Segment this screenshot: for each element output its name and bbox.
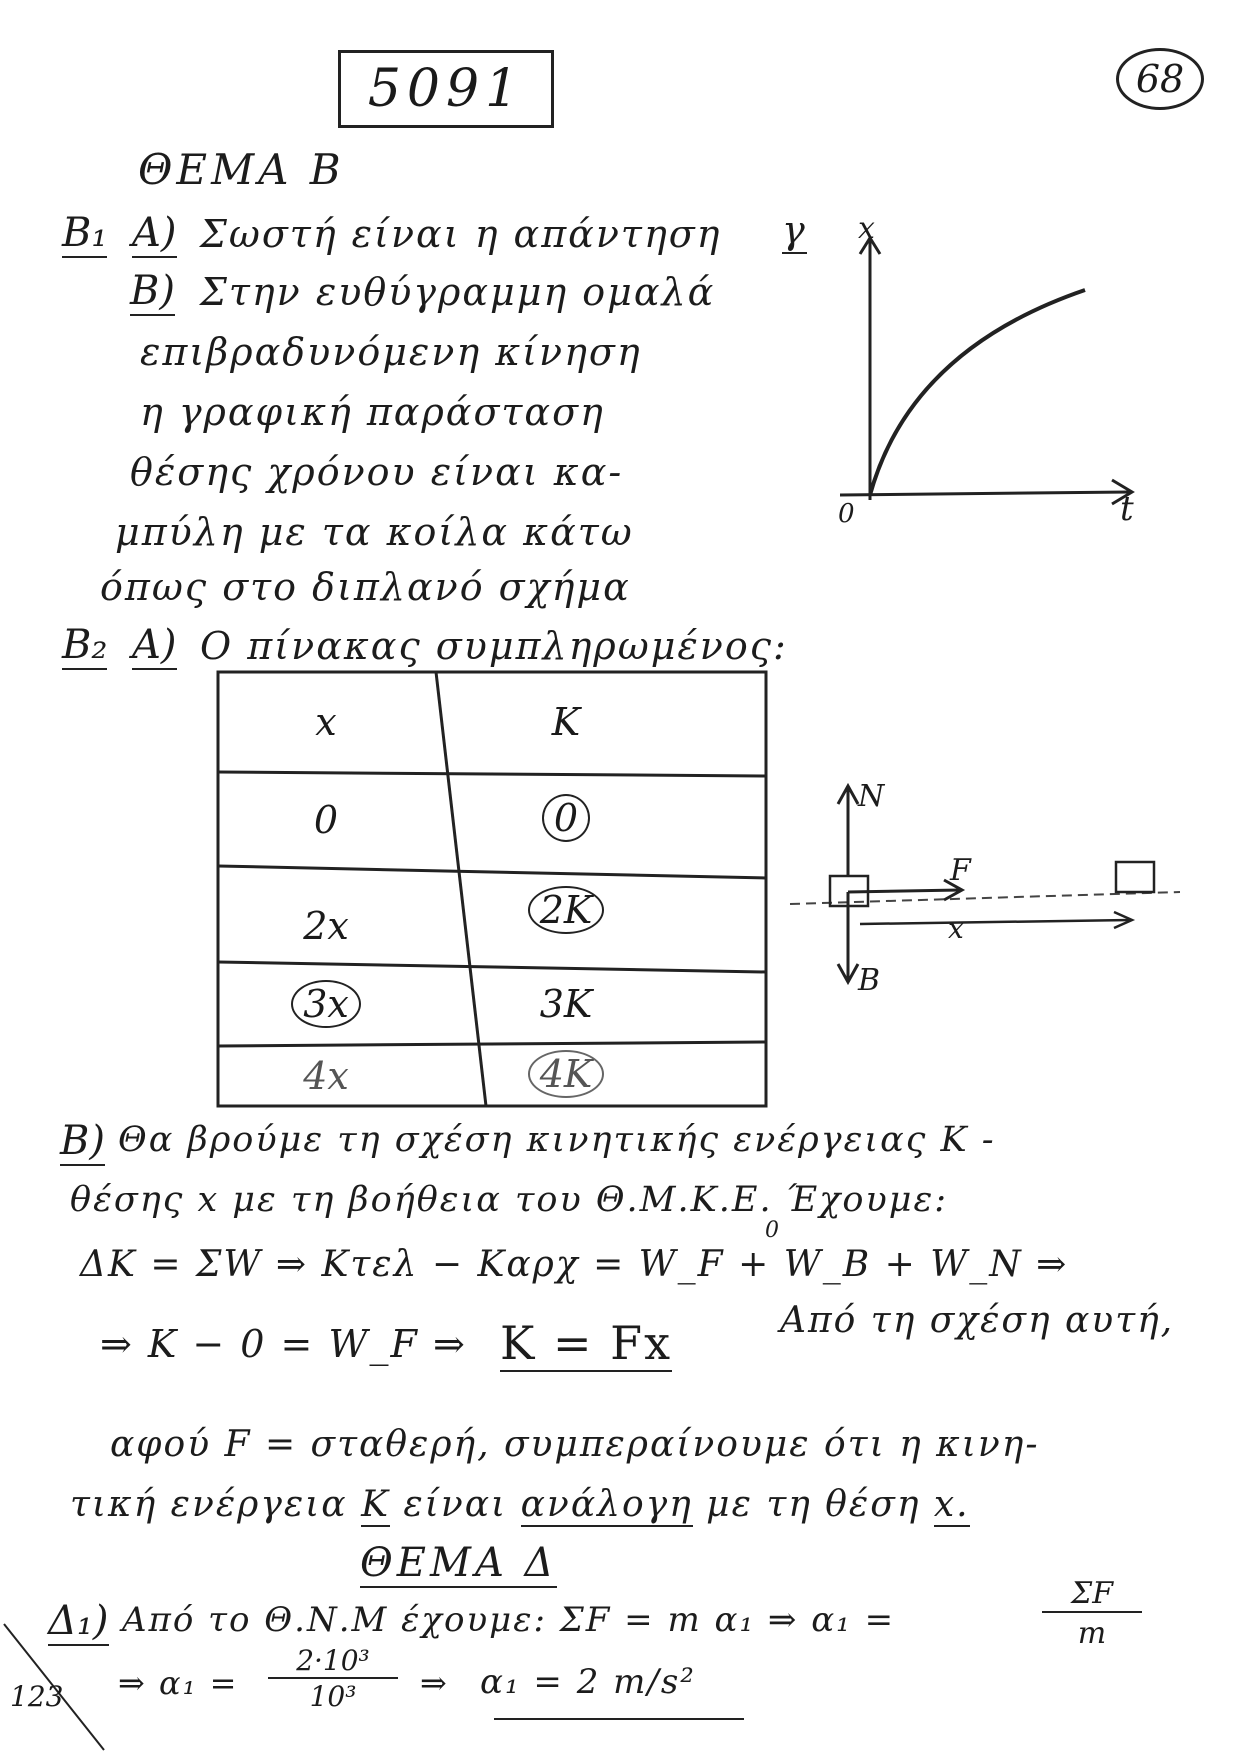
d1-label: Δ₁) xyxy=(48,1598,109,1644)
result-equation-prefix: ⇒ K − 0 = W_F ⇒ xyxy=(100,1322,467,1366)
conclusion-start: Από τη σχέση αυτή, xyxy=(780,1300,1175,1341)
table-row-2-k-value: 2K xyxy=(528,886,605,934)
force-diagram xyxy=(790,780,1190,1000)
d1-fraction-denominator: m xyxy=(1077,1616,1107,1651)
conclusion-x: x. xyxy=(933,1484,970,1525)
applied-force-label: F xyxy=(950,853,971,888)
table-row-1-x: 0 xyxy=(313,798,339,842)
b1-b-line-4: θέσης χρόνου είναι κα- xyxy=(130,450,624,494)
b1-b-label: Β) xyxy=(130,268,175,314)
exercise-code-box: 5091 xyxy=(338,50,554,128)
conclusion-line-2 xyxy=(70,1484,970,1525)
table-row-2-x: 2x xyxy=(303,904,349,948)
conclusion-k: Κ xyxy=(361,1484,390,1525)
b1-a-answer: γ xyxy=(782,208,807,252)
d1-fraction2-denominator: 10³ xyxy=(309,1680,357,1713)
d1-line-1: Από το Θ.Ν.Μ έχουμε: ΣF = m α₁ ⇒ α₁ = xyxy=(122,1600,896,1640)
normal-force-label: N xyxy=(858,779,885,814)
table-row-1-k xyxy=(466,794,666,842)
graph-origin-label: 0 xyxy=(838,499,855,529)
d1-fraction-numerator: ΣF xyxy=(1042,1576,1142,1613)
table-row-3-k: 3K xyxy=(539,982,593,1026)
b1-a-label: Α) xyxy=(132,210,177,256)
result-equation: K = Fx xyxy=(500,1316,673,1370)
displacement-label: x xyxy=(948,912,964,945)
d1-line-2-prefix: ⇒ α₁ = xyxy=(118,1664,239,1702)
displacement-arrow xyxy=(860,920,1130,924)
b2-a-text: Ο πίνακας συμπληρωμένος: xyxy=(200,624,788,668)
conclusion-is: είναι xyxy=(403,1484,508,1525)
table-row-3-x xyxy=(226,980,426,1028)
table-row-4-x: 4x xyxy=(303,1054,349,1098)
conclusion-proportional: ανάλογη xyxy=(520,1484,693,1525)
d1-result: α₁ = 2 m/s² xyxy=(480,1662,696,1702)
conclusion-line-2-start: τική ενέργεια xyxy=(70,1484,348,1525)
position-time-graph xyxy=(830,211,1160,530)
b1-b-line-2: επιβραδυνόμενη κίνηση xyxy=(140,330,642,374)
d1-fraction2-numerator: 2·10³ xyxy=(268,1644,398,1679)
d1-result-underline xyxy=(494,1718,744,1720)
b1-b-line-3: η γραφική παράσταση xyxy=(140,390,605,434)
table-row-4-k xyxy=(466,1050,666,1098)
graph-y-label: x xyxy=(858,211,875,246)
graph-x-label: t xyxy=(1120,489,1134,529)
table-header-x: x xyxy=(315,700,337,744)
table-row-1-k-value: 0 xyxy=(542,794,590,842)
conclusion-end: με τη θέση xyxy=(706,1484,921,1525)
b1-b-line-6: όπως στο διπλανό σχήμα xyxy=(100,565,631,609)
weight-label: B xyxy=(858,963,881,998)
work-energy-equation: ΔΚ = ΣW ⇒ Kτελ − Kαρχ = W_F + W_B + W_N ⇒ xyxy=(80,1244,1069,1285)
table-header-k: K xyxy=(551,700,581,744)
graph-x-axis xyxy=(840,492,1130,495)
corner-number: 123 xyxy=(10,1680,64,1713)
conclusion-line-1: αφού F = σταθερή, συμπεραίνουμε ότι η κινη- xyxy=(110,1424,1040,1465)
b1-b-line-5: μπύλη με τα κοίλα κάτω xyxy=(115,510,634,554)
theme-d-title: ΘΕΜΑ Δ xyxy=(360,1540,558,1586)
applied-force-arrow xyxy=(848,890,960,892)
kinetic-energy-table xyxy=(216,670,770,1110)
table-row-4-k-value: 4K xyxy=(528,1050,605,1098)
table-row-2-k xyxy=(466,886,666,934)
b2-b-line-1: Θα βρούμε τη σχέση κινητικής ενέργειας Κ - xyxy=(118,1120,996,1160)
b1-label: Β₁ xyxy=(62,210,108,256)
b2-label: Β₂ xyxy=(62,622,108,668)
table-row-3-x-value: 3x xyxy=(291,980,361,1028)
d1-line-2-arrow: ⇒ xyxy=(420,1664,449,1702)
work-zero-mark: 0 xyxy=(765,1218,779,1243)
theme-b-title: ΘΕΜΑ Β xyxy=(138,145,345,194)
graph-curve xyxy=(870,290,1085,495)
block-end xyxy=(1116,862,1154,892)
page-number: 68 xyxy=(1116,48,1204,110)
b2-a-label: Α) xyxy=(132,622,177,668)
b2-b-label: Β) xyxy=(60,1118,105,1164)
b2-b-line-2: θέσης x με τη βοήθεια του Θ.Μ.Κ.Ε. Έχουμε: xyxy=(70,1180,949,1220)
b1-b-line-1: Στην ευθύγραμμη ομαλά xyxy=(200,270,716,314)
b1-a-text: Σωστή είναι η απάντηση xyxy=(200,212,722,256)
